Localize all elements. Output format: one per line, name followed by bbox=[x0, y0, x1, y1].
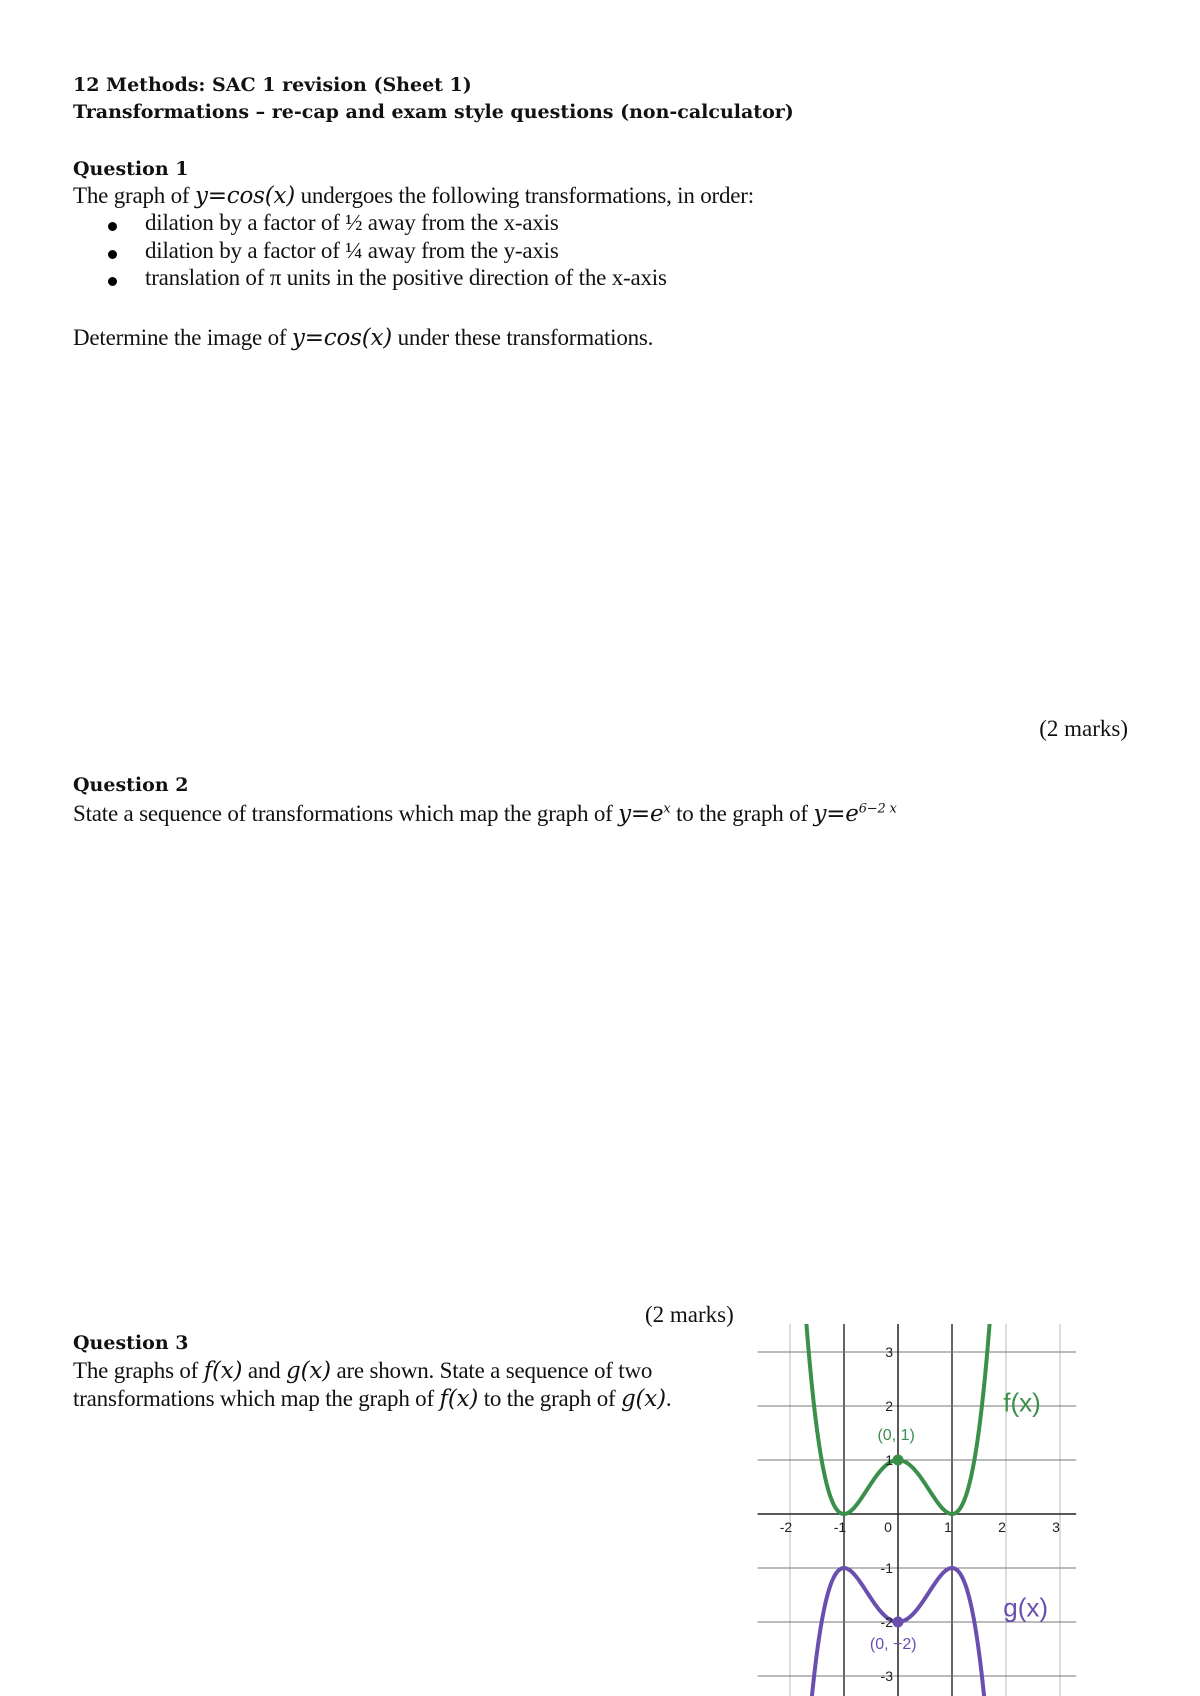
q3-line1-mid: and bbox=[242, 1358, 287, 1383]
q3-line1-pre: The graphs of bbox=[73, 1358, 204, 1383]
q1-prompt-pre: Determine the image of bbox=[73, 325, 292, 350]
q2-marks: (2 marks) bbox=[645, 1302, 734, 1327]
x-tick-label: -1 bbox=[833, 1519, 847, 1535]
question-1-intro bbox=[73, 183, 754, 209]
x-tick-label: -2 bbox=[779, 1519, 793, 1535]
question-3-line-1 bbox=[73, 1358, 652, 1384]
question-2-text bbox=[73, 801, 897, 827]
q3-f: f(x) bbox=[203, 1358, 243, 1384]
marked-point bbox=[893, 1617, 904, 1628]
bullet-dot bbox=[108, 222, 117, 231]
bullet-dot bbox=[108, 250, 117, 259]
sheet-subtitle: Transformations – re-cap and exam style questions (non-calculator) bbox=[73, 101, 794, 123]
y-tick-label: 2 bbox=[885, 1398, 893, 1414]
marked-point bbox=[893, 1455, 904, 1466]
y-tick-label: -1 bbox=[880, 1560, 893, 1576]
q1-intro-math: y=cos(x) bbox=[194, 183, 296, 209]
y-tick-label: 3 bbox=[885, 1344, 893, 1360]
question-2-heading: Question 2 bbox=[73, 774, 189, 796]
sheet-title: 12 Methods: SAC 1 revision (Sheet 1) bbox=[73, 74, 472, 96]
question-3-line-2 bbox=[73, 1386, 671, 1412]
bullet-dot bbox=[108, 277, 117, 286]
q1-marks: (2 marks) bbox=[1039, 716, 1128, 741]
question-1-prompt bbox=[73, 325, 653, 351]
q3-line2-pre: transformations which map the graph of bbox=[73, 1386, 440, 1411]
q1-prompt-post: under these transformations. bbox=[392, 325, 654, 350]
q2-math-2-exponent: 6−2 x bbox=[858, 801, 897, 817]
y-tick-label: -2 bbox=[880, 1614, 893, 1630]
q1-bullet-1: dilation by a factor of ½ away from the x-axis bbox=[145, 210, 559, 235]
q3-line2-mid: to the graph of bbox=[478, 1386, 622, 1411]
q3-line2-post: . bbox=[665, 1386, 672, 1411]
q1-bullet-3: translation of π units in the positive direction of the x-axis bbox=[145, 265, 667, 290]
q2-text-pre: State a sequence of transformations which map the graph of bbox=[73, 801, 619, 826]
q3-g: g(x) bbox=[286, 1358, 331, 1384]
x-tick-label: 2 bbox=[998, 1519, 1006, 1535]
x-tick-label: 3 bbox=[1052, 1519, 1060, 1535]
y-tick-label: -3 bbox=[880, 1668, 893, 1684]
question-1-heading: Question 1 bbox=[73, 158, 189, 180]
q2-math-2: y=e bbox=[813, 801, 859, 827]
q1-intro-post: undergoes the following transformations, in order: bbox=[295, 183, 754, 208]
q2-math-1-exponent: x bbox=[663, 801, 671, 817]
q2-text-mid: to the graph of bbox=[670, 801, 814, 826]
q3-line1-post: are shown. State a sequence of two bbox=[330, 1358, 653, 1383]
f-label: f(x) bbox=[1003, 1387, 1041, 1418]
g-label: g(x) bbox=[1003, 1592, 1049, 1623]
q1-prompt-math: y=cos(x) bbox=[291, 325, 393, 351]
q3-g-2: g(x) bbox=[621, 1386, 666, 1412]
point-label-f: (0, 1) bbox=[877, 1427, 915, 1445]
x-tick-label: 1 bbox=[944, 1519, 952, 1535]
function-graph bbox=[755, 1324, 1085, 1696]
q2-math-1: y=e bbox=[618, 801, 664, 827]
point-label-g: (0, −2) bbox=[869, 1636, 917, 1653]
q3-f-2: f(x) bbox=[439, 1386, 479, 1412]
q1-intro-pre: The graph of bbox=[73, 183, 195, 208]
q1-bullet-2: dilation by a factor of ¼ away from the y-axis bbox=[145, 238, 559, 263]
question-3-heading: Question 3 bbox=[73, 1332, 189, 1354]
y-tick-label: 1 bbox=[885, 1452, 893, 1468]
x-tick-label: 0 bbox=[884, 1519, 892, 1535]
